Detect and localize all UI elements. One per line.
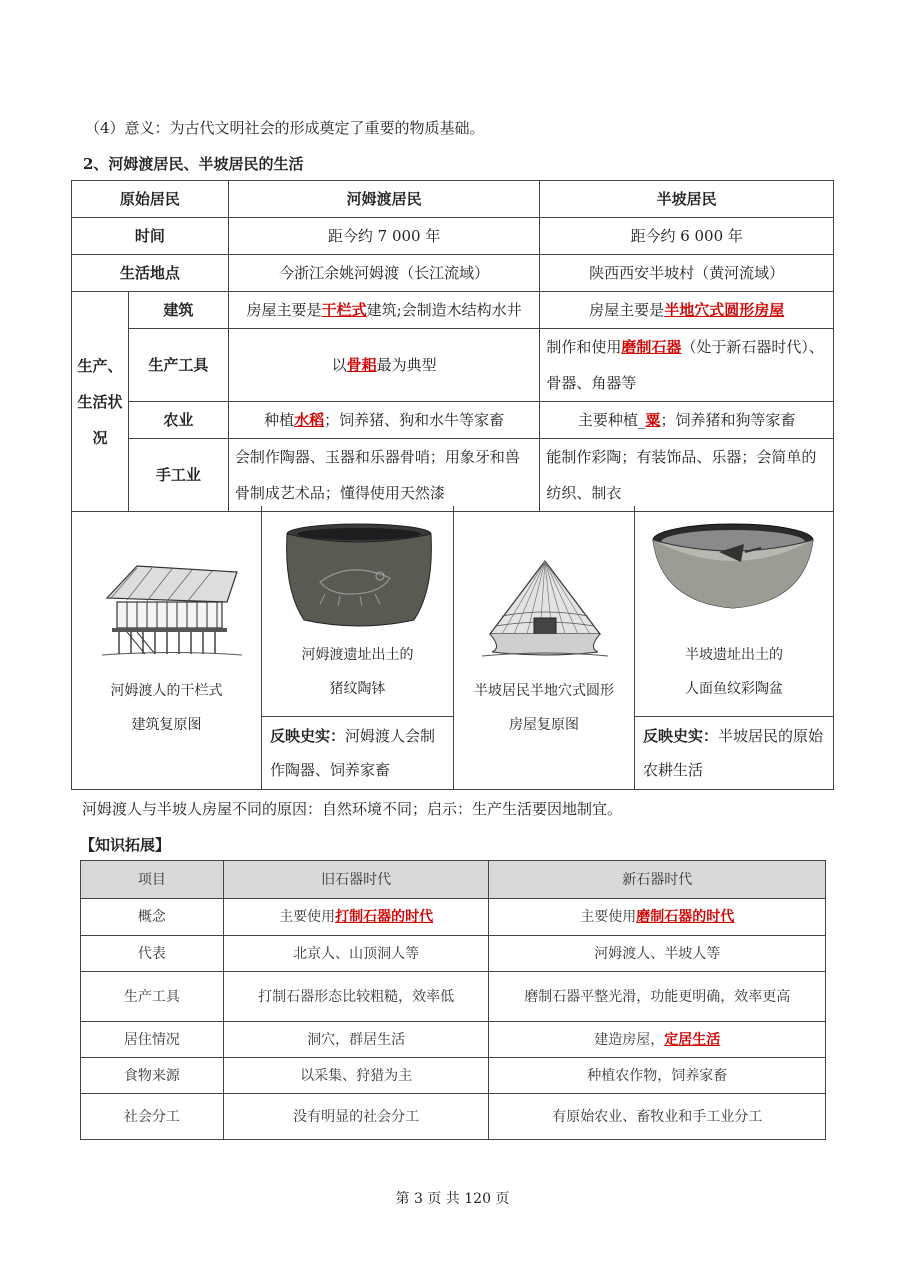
header-cell: 原始居民 <box>72 181 229 218</box>
table-cell: 会制作陶器、玉器和乐器骨哨；用象牙和兽骨制成艺术品；懂得使用天然漆 <box>228 439 540 512</box>
text: 主要使用 <box>580 909 637 925</box>
caption: 河姆渡人的干栏式 <box>110 683 223 699</box>
text: 房屋主要是 <box>246 301 322 319</box>
image-cell-banpo-house <box>454 506 635 789</box>
key-term: 干栏式 <box>321 301 367 319</box>
table-row <box>72 402 834 439</box>
table-cell: 今浙江余姚河姆渡（长江流域） <box>228 255 540 292</box>
reflect-label: 反映史实： <box>270 727 346 745</box>
table-cell <box>228 292 540 329</box>
round-hut-illustration <box>482 556 608 666</box>
image-cell-hemudu-bowl <box>262 506 454 789</box>
page-footer: 第 3 页 共 120 页 <box>395 1191 510 1207</box>
text: 建造房屋， <box>594 1031 665 1048</box>
header-cell: 旧石器时代 <box>223 861 489 899</box>
table-cell: 有原始农业、畜牧业和手工业分工 <box>489 1094 826 1140</box>
table-cell: 以采集、狩猎为主 <box>223 1058 489 1094</box>
header-cell: 半坡居民 <box>540 181 834 218</box>
table-cell <box>223 899 489 936</box>
table-cell: 打制石器形态比较粗糙，效率低 <box>223 972 489 1022</box>
comparison-table <box>71 180 834 512</box>
row-label: 生产工具 <box>128 329 228 402</box>
fish-face-basin-illustration <box>649 522 817 614</box>
table-cell: 北京人、山顶洞人等 <box>223 936 489 972</box>
table-row <box>72 255 834 292</box>
caption: 猪纹陶钵 <box>329 681 386 697</box>
row-label: 时间 <box>72 218 229 255</box>
row-label: 食物来源 <box>81 1058 224 1094</box>
caption: 人面鱼纹彩陶盆 <box>685 681 783 697</box>
caption: 河姆渡遗址出土的 <box>301 647 414 663</box>
table-row <box>72 439 834 512</box>
section-title: 2、河姆渡居民、半坡居民的生活 <box>83 155 304 173</box>
table-cell: 距今约 7 000 年 <box>228 218 540 255</box>
table-cell <box>540 292 834 329</box>
key-term: 粟 <box>645 411 661 429</box>
row-label: 居住情况 <box>81 1022 224 1058</box>
text: 种植 <box>264 411 295 429</box>
table-cell: 没有明显的社会分工 <box>223 1094 489 1140</box>
key-term: 水稻 <box>294 411 325 429</box>
row-label: 农业 <box>128 402 228 439</box>
key-term: 半地穴式圆形房屋 <box>664 301 785 319</box>
image-cell-banpo-bowl <box>635 506 833 789</box>
table-cell: 距今约 6 000 年 <box>540 218 834 255</box>
row-label: 生产工具 <box>81 972 224 1022</box>
key-term: 打制石器的时代 <box>335 909 434 925</box>
stilt-house-illustration <box>97 558 247 658</box>
header-cell: 新石器时代 <box>489 861 826 899</box>
text: 房屋主要是 <box>589 301 665 319</box>
image-cell-hemudu-house <box>72 506 262 789</box>
header-cell: 河姆渡居民 <box>228 181 540 218</box>
text: ；饲养猪、狗和水牛等家畜 <box>324 411 505 429</box>
reflect-label: 反映史实： <box>643 727 719 745</box>
table-header-row <box>81 861 826 899</box>
table-header-row <box>72 181 834 218</box>
table-row <box>81 899 826 936</box>
caption: 房屋复原图 <box>509 717 579 733</box>
text: 主要使用 <box>279 909 336 925</box>
text: ；饲养猪和狗等家畜 <box>660 411 796 429</box>
reflect-box <box>262 716 453 789</box>
table-cell: 种植农作物，饲养家畜 <box>489 1058 826 1094</box>
intro-line: （4）意义：为古代文明社会的形成奠定了重要的物质基础。 <box>85 119 485 137</box>
table-cell: 磨制石器平整光滑，功能更明确，效率更高 <box>489 972 826 1022</box>
table-cell <box>540 402 834 439</box>
text: 建筑;会制造木结构水井 <box>366 301 522 319</box>
text: 制作和使用 <box>546 338 622 356</box>
text: （处于新石器时代）、骨器、角器等 <box>546 338 824 392</box>
caption: 半坡居民半地穴式圆形 <box>474 683 614 699</box>
table-cell: 洞穴，群居生活 <box>223 1022 489 1058</box>
table-row <box>81 1094 826 1140</box>
stone-age-table <box>80 860 826 1140</box>
text: 主要种植_ <box>577 411 646 429</box>
row-label: 手工业 <box>128 439 228 512</box>
table-row <box>81 936 826 972</box>
row-label: 建筑 <box>128 292 228 329</box>
note-line: 河姆渡人与半坡人房屋不同的原因：自然环境不同；启示：生产生活要因地制宜。 <box>82 800 623 818</box>
table-cell <box>228 402 540 439</box>
table-cell: 陕西西安半坡村（黄河流域） <box>540 255 834 292</box>
reflect-text: 河姆渡人会制作陶器、饲养家畜 <box>270 727 436 779</box>
key-term: 骨耜 <box>346 356 377 374</box>
row-label: 代表 <box>81 936 224 972</box>
text: 最为典型 <box>376 356 437 374</box>
table-cell: 河姆渡人、半坡人等 <box>489 936 826 972</box>
table-cell <box>489 1022 826 1058</box>
text: 以 <box>331 356 347 374</box>
key-term: 磨制石器的时代 <box>636 909 735 925</box>
pig-pattern-bowl-illustration <box>280 520 438 630</box>
row-label: 概念 <box>81 899 224 936</box>
table-row <box>81 1058 826 1094</box>
table-cell <box>228 329 540 402</box>
row-label: 社会分工 <box>81 1094 224 1140</box>
group-label: 生产、生活状况 <box>72 292 129 512</box>
knowledge-title: 【知识拓展】 <box>80 836 171 854</box>
table-cell <box>489 899 826 936</box>
table-cell: 能制作彩陶；有装饰品、乐器；会简单的纺织、制衣 <box>540 439 834 512</box>
table-cell <box>540 329 834 402</box>
key-term: 磨制石器 <box>621 338 682 356</box>
caption: 半坡遗址出土的 <box>685 647 783 663</box>
caption: 建筑复原图 <box>131 717 202 733</box>
header-cell: 项目 <box>81 861 224 899</box>
table-row <box>72 329 834 402</box>
table-row <box>81 1022 826 1058</box>
key-term: 定居生活 <box>664 1031 721 1048</box>
image-row <box>71 506 834 790</box>
table-row <box>72 292 834 329</box>
reflect-text: 半坡居民的原始农耕生活 <box>643 727 824 779</box>
table-row <box>81 972 826 1022</box>
reflect-box <box>635 716 833 789</box>
row-label: 生活地点 <box>72 255 229 292</box>
table-row <box>72 218 834 255</box>
